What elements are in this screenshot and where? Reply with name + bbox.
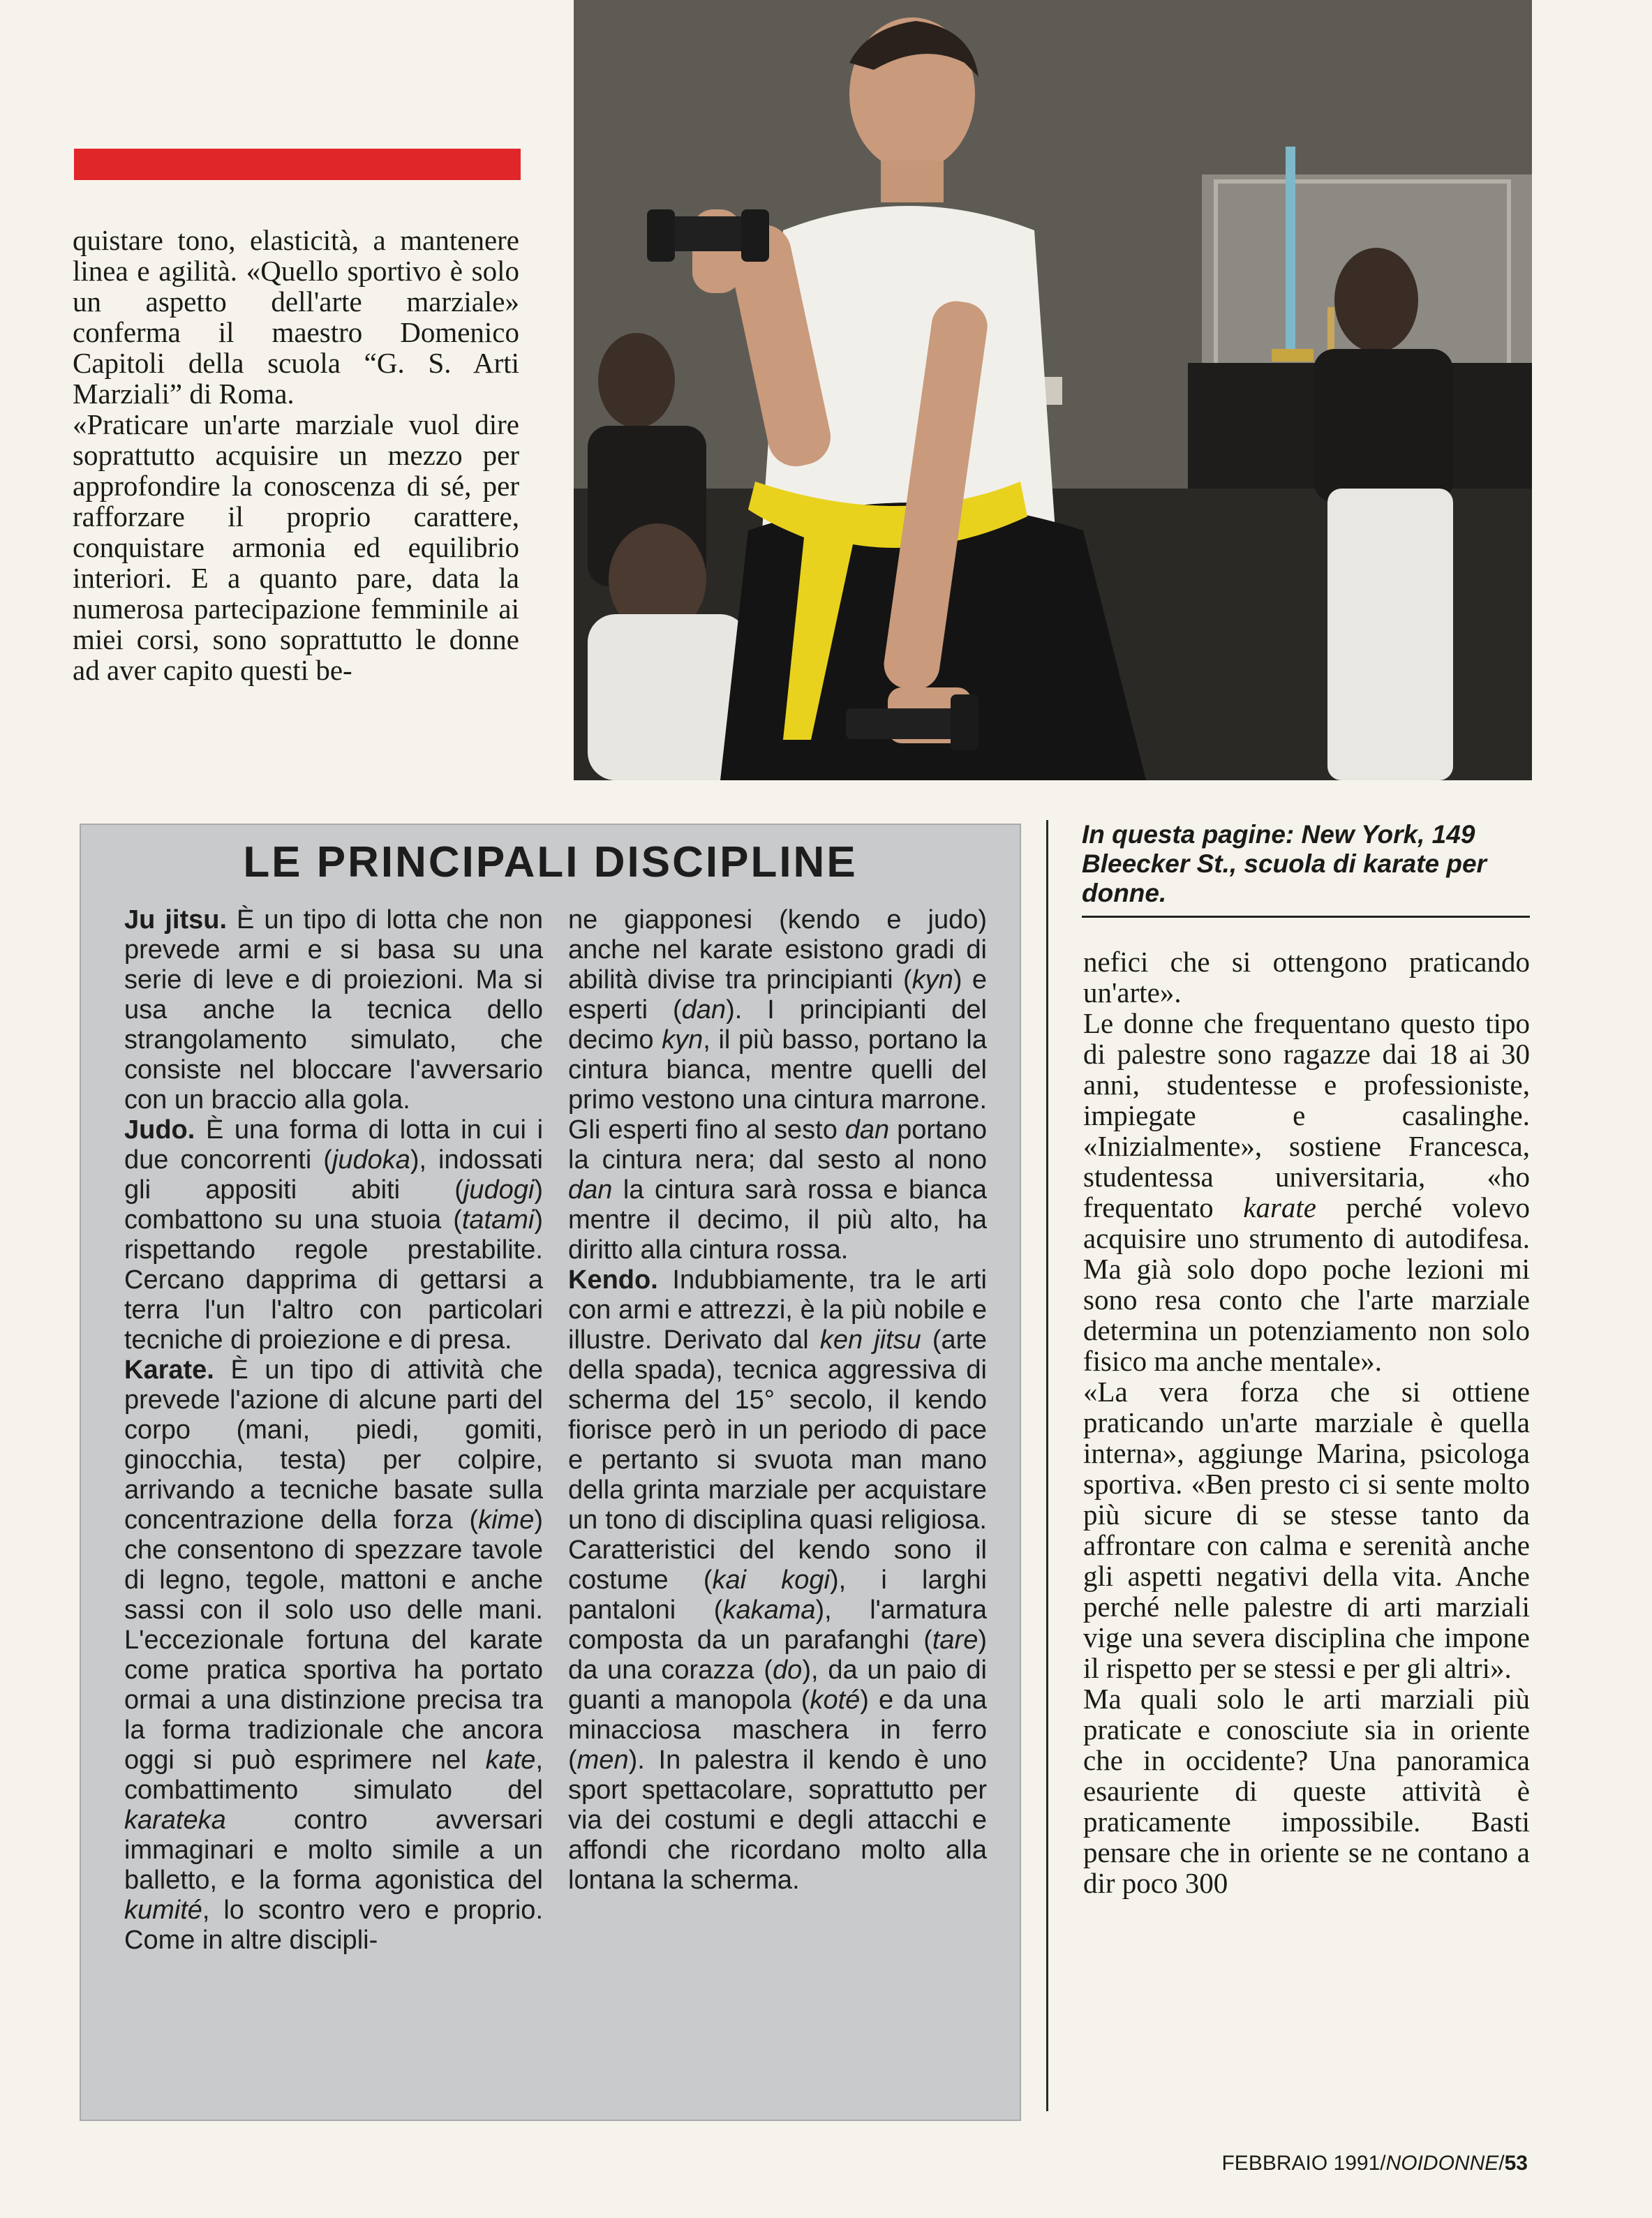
jujitsu-text: È un tipo di lotta che non prevede armi e si basa su una serie di leve e di proiezioni. Ma si usa anche la tecnica dello strangolamento simulato, che consiste nel bloccare l'avversario con un braccio alla gola. bbox=[124, 905, 544, 1115]
disciplines-box bbox=[80, 824, 1021, 2121]
karate-text-5: , lo scontro vero e proprio. Come in altre discipli- bbox=[124, 1896, 543, 1955]
kendo-text-5: ) da una corazza ( bbox=[568, 1625, 987, 1685]
box-column-1 bbox=[124, 905, 543, 1956]
judo-text-3: ) combattono su una stuoia ( bbox=[124, 1175, 543, 1235]
kendo-italic-1: ken jitsu bbox=[819, 1325, 921, 1355]
kendo-text-2: (arte della spada), tecnica aggressiva di scherma del 15° secolo, il kendo fiorisce però in un periodo di pace e pertanto si svuota man mano della grinta marziale per acquistare un tono di disciplina quasi religiosa. Caratteristici del kendo sono il costume ( bbox=[568, 1325, 988, 1595]
grades-italic-3: kyn bbox=[662, 1025, 704, 1055]
karate-italic-3: karateka bbox=[124, 1806, 226, 1835]
red-accent-bar bbox=[74, 149, 521, 180]
footer-brand: NOIDONNE bbox=[1385, 2152, 1499, 2175]
kendo-text-4: ), l'armatura composta da un parafanghi ( bbox=[568, 1595, 987, 1655]
right-column bbox=[1083, 946, 1530, 1898]
judo-text-1: È una forma di lotta in cui i due concorrenti ( bbox=[124, 1115, 544, 1175]
karate-class-photo bbox=[574, 0, 1532, 780]
kendo-text-6: ), da un paio di guanti a manopola ( bbox=[568, 1655, 987, 1715]
top-left-paragraph-1: quistare tono, elasticità, a mantenere linea e agilità. «Quello sportivo è solo un aspetto dell'arte marziale» conferma il maestro Domenico Capitoli della scuola “G. S. Arti Marziali” di Roma. bbox=[73, 224, 519, 410]
judo-term: Judo. bbox=[124, 1115, 195, 1145]
right-paragraph-4: Ma quali solo le arti marziali più praticate e conosciute sia in oriente che in occidente? Una panoramica esauriente di queste attività è praticamente impossibile. Basti pensare che in oriente se ne contano a dir poco 300 bbox=[1083, 1683, 1530, 1899]
karate-italic-1: kime bbox=[478, 1505, 535, 1535]
judo-entry bbox=[124, 1115, 543, 1355]
top-left-column bbox=[73, 225, 519, 685]
karate-entry bbox=[124, 1355, 543, 1956]
right-paragraph-1: nefici che si ottengono praticando un'arte». bbox=[1083, 946, 1530, 1008]
box-column-2 bbox=[568, 905, 987, 1896]
kendo-text-8: ). In palestra il kendo è uno sport spettacolare, soprattutto per via dei costumi e degli attacchi e affondi che ricordano molto alla lontana la scherma. bbox=[568, 1746, 987, 1895]
jujitsu-term: Ju jitsu. bbox=[124, 905, 228, 935]
kendo-italic-3: kakama bbox=[722, 1595, 816, 1625]
karate-text-2: ) che consentono di spezzare tavole di legno, tegole, mattoni e anche sassi con il solo uso delle mani. L'eccezionale fortuna del karate come pratica sportiva ha portato ormai a una distinzione precisa tra la forma tradizionale che ancora oggi si può esprimere nel bbox=[124, 1505, 543, 1775]
photo-illustration bbox=[574, 0, 1532, 780]
judo-text-4: ) rispettando regole prestabilite. Cercano dapprima di gettarsi a terra l'un l'altro con particolari tecniche di proiezione e di presa. bbox=[124, 1205, 543, 1355]
right-p2-text-b: perché volevo acquisire uno strumento di autodifesa. Ma già solo dopo poche lezioni mi sono resa conto che l'arte marziale determina un potenziamento non solo fisico ma anche mentale». bbox=[1083, 1191, 1530, 1377]
grades-italic-2: dan bbox=[681, 995, 727, 1025]
photo-caption: In questa pagine: New York, 149 Bleecker St., scuola di karate per donne. bbox=[1082, 820, 1487, 907]
kendo-term: Kendo. bbox=[568, 1265, 658, 1295]
grades-text-1: ne giapponesi (kendo e judo) anche nel karate esistono gradi di abilità divise tra principianti ( bbox=[568, 905, 987, 995]
grades-text-5: portano la cintura nera; dal sesto al nono bbox=[568, 1115, 987, 1175]
kendo-text-7: ) e da una minacciosa maschera in ferro ( bbox=[568, 1685, 987, 1775]
karate-text-3: , combattimento simulato del bbox=[124, 1746, 543, 1805]
karate-text-1: È un tipo di attività che prevede l'azione di alcune parti del corpo (mani, piedi, gomiti, ginocchia, testa) per colpire, arrivando a tecniche basate sulla concentrazione della forza ( bbox=[124, 1355, 543, 1535]
judo-italic-2: judogi bbox=[463, 1175, 535, 1205]
right-paragraph-2 bbox=[1083, 1008, 1530, 1376]
grades-entry bbox=[568, 905, 987, 1265]
caption-divider bbox=[1082, 916, 1530, 918]
right-p2-text-a: Le donne che frequentano questo tipo di palestre sono ragazze dai 18 ai 30 anni, studentesse e professioniste, impiegate e casalinghe. «Inizialmente», sostiene Francesca, studentessa universitaria, «ho frequentato bbox=[1083, 1007, 1530, 1223]
karate-term: Karate. bbox=[124, 1355, 214, 1385]
karate-italic-2: kate bbox=[485, 1746, 536, 1775]
footer-date: FEBBRAIO 1991/ bbox=[1221, 2152, 1386, 2175]
kendo-italic-2: kai kogi bbox=[712, 1565, 830, 1595]
box-title: LE PRINCIPALI DISCIPLINE bbox=[243, 838, 858, 886]
page-number: 53 bbox=[1504, 2152, 1528, 2175]
kendo-text-3: ), i larghi pantaloni ( bbox=[568, 1565, 987, 1625]
kendo-italic-7: men bbox=[576, 1746, 629, 1775]
grades-italic-1: kyn bbox=[911, 965, 953, 995]
kendo-italic-5: do bbox=[773, 1655, 803, 1685]
grades-text-6: la cintura sarà rossa e bianca mentre il decimo, il più alto, ha diritto alla cintura rossa. bbox=[568, 1175, 987, 1265]
column-divider bbox=[1046, 820, 1048, 2111]
grades-italic-5: dan bbox=[568, 1175, 613, 1205]
jujitsu-entry bbox=[124, 905, 543, 1115]
judo-italic-3: tatami bbox=[461, 1205, 535, 1235]
grades-text-2: ) e esperti ( bbox=[568, 965, 987, 1025]
grades-italic-4: dan bbox=[844, 1115, 890, 1145]
grades-text-3: ). I principianti del decimo bbox=[568, 995, 987, 1055]
kendo-italic-4: tare bbox=[932, 1625, 978, 1655]
karate-italic-4: kumité bbox=[124, 1896, 202, 1925]
karate-text-4: contro avversari immaginari e molto simile a un balletto, e la forma agonistica del bbox=[124, 1806, 543, 1895]
judo-text-2: ), indossati gli appositi abiti ( bbox=[124, 1145, 543, 1205]
kendo-italic-6: koté bbox=[810, 1685, 861, 1715]
grades-text-4: , il più basso, portano la cintura bianca, mentre quelli del primo vestono una cintura marrone. Gli esperti fino al sesto bbox=[568, 1025, 988, 1145]
page-footer bbox=[1221, 2152, 1528, 2175]
right-paragraph-3: «La vera forza che si ottiene praticando un'arte marziale è quella interna», aggiunge Marina, psicologa sportiva. «Ben presto ci si sente molto più sicure di se stesse tanto da affrontare con calma e serenità anche gli aspetti negativi della vita. Anche perché nelle palestre di arti marziali vige una severa disciplina che impone il rispetto per se stessi e per gli altri». bbox=[1083, 1376, 1530, 1684]
top-left-paragraph-2: «Praticare un'arte marziale vuol dire soprattutto acquisire un mezzo per approfondire la conoscenza di sé, per rafforzare il proprio carattere, conquistare armonia ed equilibrio interiori. E a quanto pare, data la numerosa partecipazione femminile ai miei corsi, sono soprattutto le donne ad aver capito questi be- bbox=[73, 408, 519, 686]
judo-italic-1: judoka bbox=[332, 1145, 410, 1175]
kendo-entry bbox=[568, 1265, 987, 1896]
kendo-text-1: Indubbiamente, tra le arti con armi e attrezzi, è la più nobile e illustre. Derivato dal bbox=[568, 1265, 988, 1355]
footer-separator: / bbox=[1498, 2152, 1505, 2175]
right-p2-italic: karate bbox=[1243, 1191, 1317, 1223]
